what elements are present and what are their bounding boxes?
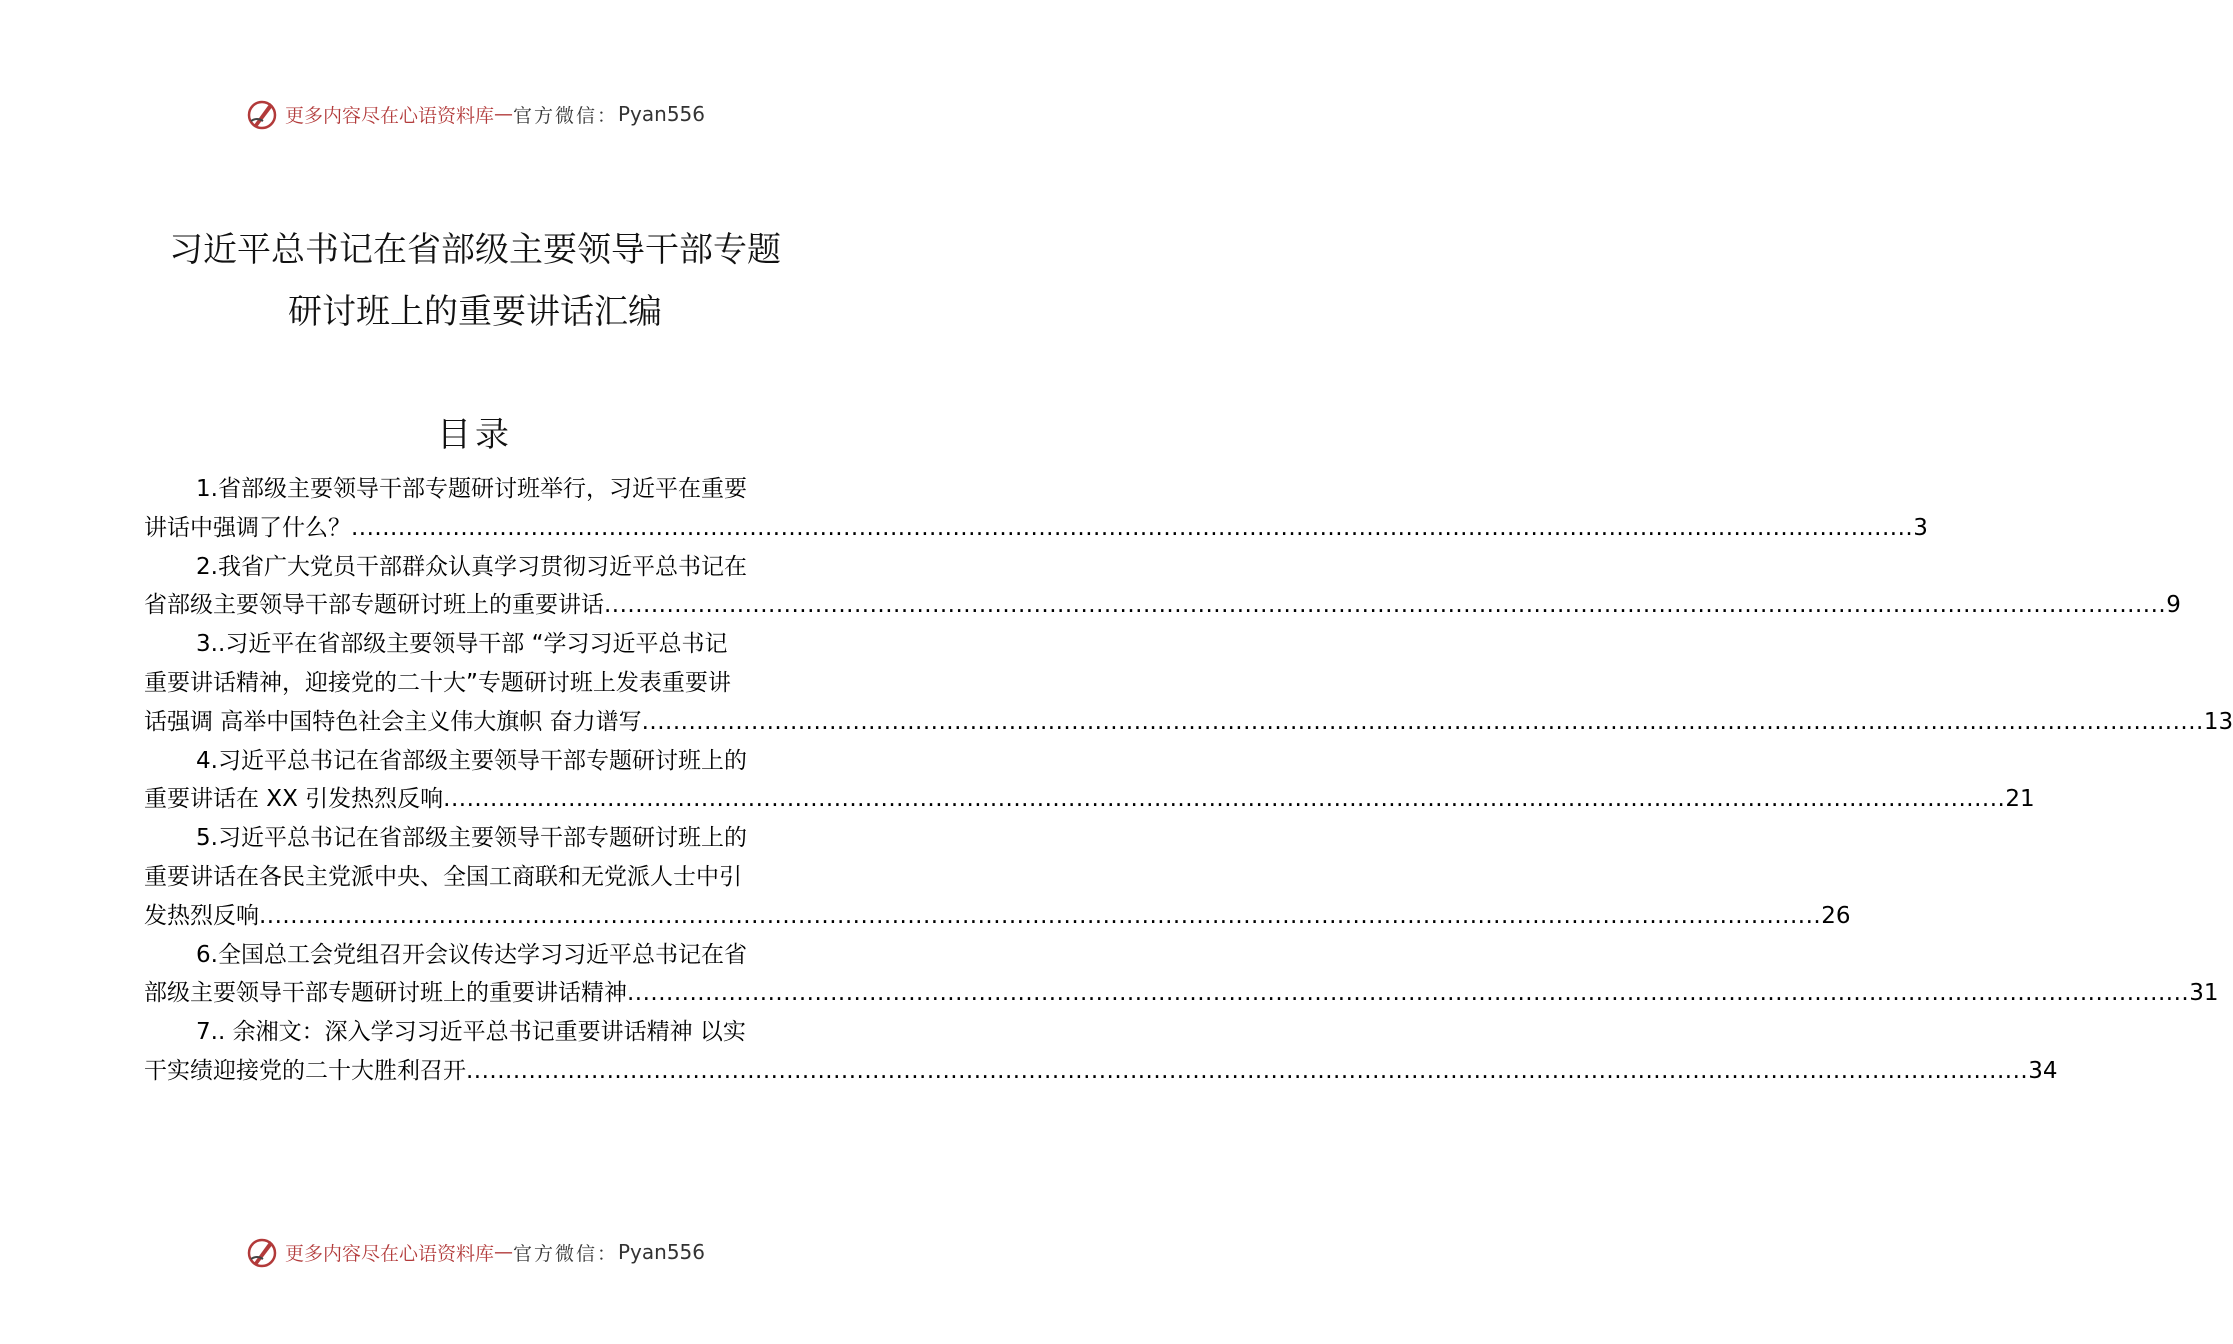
toc-page-number: 26 xyxy=(1821,902,1851,929)
watermark-separator: — xyxy=(493,1241,513,1263)
document-title-line1: 习近平总书记在省部级主要领导干部专题 xyxy=(169,230,781,270)
toc-leader-dots: ........................................................................................................................................................................................................ xyxy=(627,980,2190,1007)
watermark-wechat-label: 官方微信： xyxy=(512,1242,618,1265)
toc-entry-text: 讲话中强调了什么？ xyxy=(144,514,351,541)
toc-entry-line xyxy=(144,1013,806,1052)
toc-entry[interactable] xyxy=(144,548,2181,626)
toc-page-number: 13 xyxy=(2203,708,2233,735)
toc-entry[interactable] xyxy=(144,819,1851,935)
toc-entry-line xyxy=(144,664,806,703)
toc-entry-text: 重要讲话在 XX 引发热烈反响 xyxy=(144,786,444,813)
toc-entry-line xyxy=(144,897,1851,936)
toc-heading: 目录 xyxy=(437,415,513,455)
toc-entry-text: 6.全国总工会党组召开会议传达学习习近平总书记在省 xyxy=(196,941,747,968)
watermark-account: Pyan556 xyxy=(618,102,706,126)
footer-watermark xyxy=(0,1232,950,1272)
toc-entry-text: 重要讲话在各民主党派中央、全国工商联和无党派人士中引 xyxy=(144,863,742,890)
toc-entry-text: 重要讲话精神，迎接党的二十大”专题研讨班上发表重要讲 xyxy=(144,669,731,696)
toc-leader-dots: ........................................................................................................................................................................................................ xyxy=(604,592,2167,619)
toc-entry-text: 2.我省广大党员干部群众认真学习贯彻习近平总书记在 xyxy=(196,553,747,580)
pen-logo-icon xyxy=(245,1235,279,1269)
toc-entry-text: 4.习近平总书记在省部级主要领导干部专题研讨班上的 xyxy=(196,747,747,774)
toc-entry-text: 发热烈反响 xyxy=(144,902,259,929)
toc-entry-line xyxy=(144,780,2035,819)
toc-entry-text: 干实绩迎接党的二十大胜利召开 xyxy=(144,1057,466,1084)
table-of-contents xyxy=(144,470,2233,1091)
watermark-separator: — xyxy=(493,103,513,125)
toc-entry-line xyxy=(144,858,806,897)
toc-entry-line xyxy=(144,742,806,781)
toc-entry[interactable] xyxy=(144,742,2035,820)
toc-entry-line xyxy=(144,509,1928,548)
toc-entry[interactable] xyxy=(144,625,2233,741)
toc-entry-line xyxy=(144,470,806,509)
toc-leader-dots: ........................................................................................................................................................................................................ xyxy=(259,902,1822,929)
header-watermark xyxy=(0,94,950,134)
toc-page-number: 34 xyxy=(2028,1057,2058,1084)
watermark-brand: 更多内容尽在心语资料库 xyxy=(284,1242,494,1265)
toc-page-number: 9 xyxy=(2166,592,2181,619)
toc-leader-dots: ........................................................................................................................................................................................................ xyxy=(466,1057,2029,1084)
toc-leader-dots: ........................................................................................................................................................................................................ xyxy=(443,786,2006,813)
watermark-brand: 更多内容尽在心语资料库 xyxy=(284,104,494,127)
document-title-line2: 研讨班上的重要讲话汇编 xyxy=(288,292,662,332)
toc-entry-line xyxy=(144,548,806,587)
toc-leader-dots: ........................................................................................................................................................................................................ xyxy=(641,708,2204,735)
toc-entry-text: 部级主要领导干部专题研讨班上的重要讲话精神 xyxy=(144,980,627,1007)
toc-entry[interactable] xyxy=(144,936,2219,1014)
toc-entry[interactable] xyxy=(144,470,1928,548)
toc-page-number: 3 xyxy=(1913,514,1928,541)
toc-entry-text: 5.习近平总书记在省部级主要领导干部专题研讨班上的 xyxy=(196,825,747,852)
toc-entry[interactable] xyxy=(144,1013,2058,1091)
toc-entry-line xyxy=(144,974,2219,1013)
toc-entry-text: 7.. 余湘文：深入学习习近平总书记重要讲话精神 以实 xyxy=(196,1019,746,1046)
toc-entry-line xyxy=(144,625,806,664)
toc-entry-text: 3..习近平在省部级主要领导干部 “学习习近平总书记 xyxy=(196,631,728,658)
toc-page-number: 21 xyxy=(2005,786,2035,813)
watermark-account: Pyan556 xyxy=(618,1240,706,1264)
toc-entry-line xyxy=(144,703,2233,742)
toc-entry-text: 省部级主要领导干部专题研讨班上的重要讲话 xyxy=(144,592,604,619)
toc-leader-dots: ........................................................................................................................................................................................................ xyxy=(351,514,1914,541)
pen-logo-icon xyxy=(245,97,279,131)
watermark-wechat-label: 官方微信： xyxy=(512,104,618,127)
toc-entry-line xyxy=(144,936,806,975)
toc-entry-line xyxy=(144,1052,2058,1091)
toc-entry-text: 1.省部级主要领导干部专题研讨班举行，习近平在重要 xyxy=(196,476,747,502)
toc-entry-text: 话强调 高举中国特色社会主义伟大旗帜 奋力谱写 xyxy=(144,708,642,735)
toc-entry-line xyxy=(144,586,2181,625)
toc-page-number: 31 xyxy=(2189,980,2219,1007)
toc-entry-line xyxy=(144,819,806,858)
